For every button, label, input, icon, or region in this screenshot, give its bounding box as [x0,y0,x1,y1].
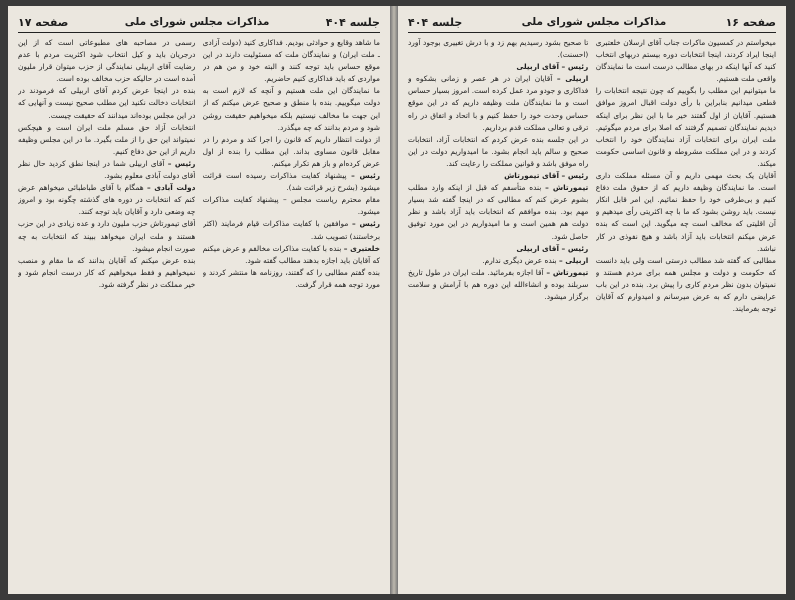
paragraph [596,37,776,85]
paragraph-text: میخواستم در کمسیون ماکرات جناب آقای ارسلان خلعتبری اینجا ایراد کردند، اینجا انتخابات دوره بیستم دربهای انتخاب کنید که آنها اینکه در بهای مطالب درست است ما نمایندگان واقعی ملت هستیم. [595,38,776,84]
speaker-paragraph [408,182,588,242]
paragraph [203,37,380,85]
paragraph-text: ما نمایندگان این ملت هستیم و آنچه که لازم است به دولت میگوییم. بنده با منطق و صحیح عرض میکنم که از این جهت ما مخالف نیستیم بلکه میخواهیم حقیقت روشن شود و مردم بدانند که چه میگذرد. [202,86,380,132]
page-header [18,12,380,33]
speaker-paragraph [203,218,380,242]
speaker-name: رئیس – آقای تیمورتاش [504,171,589,181]
paragraph-text: بنده عرض میکنم که آقایان بدانند که ما مقام و منصب نمیخواهیم و فقط میخواهیم که کار درست انجام شود و خیر مملکت در نظر گرفته شود. [18,255,196,289]
page-header [408,12,776,33]
paragraph [596,85,776,170]
journal-title: مذاکرات مجلس شورای ملی [124,16,270,28]
paragraph-text: بنده متأسفم که قبل از اینکه وارد مطلب بشوم عرض کنم که مطالبی که در اینجا گفته شد بسیار مهم بود. بنده موافقم که انتخابات باید آزاد باشد و نظر دولت هم همین است و ما امیدواریم در این مورد توفیق حاصل شود. [408,183,589,241]
session-label: جلسه ۴۰۴ [325,15,380,29]
paragraph-text: آقای تیمورتاش حزب ملیون دارد و عده زیادی در این حزب هستند و ملت ایران میخواهد ببیند که انتخابات به چه صورت انجام میشود. [18,219,196,253]
speaker-paragraph [203,170,380,194]
paragraph [18,37,195,85]
speaker-paragraph [408,73,588,133]
speaker-name: رئیس – آقای اربیلی [516,62,589,72]
paragraph [408,134,588,170]
paragraph [203,267,380,291]
paragraph-text: مقام محترم ریاست مجلس – پیشنهاد کفایت مذاکرات میشود. [202,195,380,217]
speaker-paragraph [408,267,588,303]
paragraph-text: بنده عرض دیگری ندارم. [482,255,557,265]
paragraph-text: رسمی در مصاحبه های مطبوعاتی است که از این درجریان باید و کیل انتخاب شود اکثریت مردم با عدم رضایت آقای اربیلی نمایندگی از حزب میتوان قرار ملیون آمده است در حالیکه حزب مخالف بوده است. [18,38,196,84]
speaker-name: دولت آبادی – [146,183,196,193]
paragraph-text: از دولت انتظار داریم که قانون را اجرا کند و مردم را در مقابل قانون مساوی بداند. این مطلب را بنده از اول عرض کرده‌ام و باز هم تکرار میکنم. [202,134,380,168]
paragraph [596,170,776,255]
paragraph [18,218,195,254]
right-page [398,6,786,594]
paragraph [596,255,776,315]
paragraph-text: انتخابات آزاد حق مسلم ملت ایران است و هیچکس نمیتواند این حق را از ملت بگیرد. ما در این مجلس وظیفه داریم از این حق دفاع کنیم. [18,122,196,156]
paragraph-text: پیشنهاد کفایت مذاکرات رسیده است قرائت میشود (بشرح زیر قرائت شد). [202,171,380,193]
speaker-paragraph [408,255,588,267]
paragraph-text: آقایان ایران در هر عصر و زمانی بشکوه و فداکاری و جودو مرد عمل کرده است. امروز بسیار حساس است و ما نمایندگان ملت وظیفه داریم که در این موقع حساس وحدت خود را حفظ کنیم و با اتحاد و اتفاق در راه ترقی و تعالی مملکت قدم برداریم. [408,74,589,132]
page-number: صفحه ۱۷ [18,15,69,29]
paragraph-text: موافقین با کفایت مذاکرات قیام فرمایند (اکثر برخاستند) تصویب شد. [202,219,380,241]
paragraph [18,85,195,121]
paragraph-text: ما شاهد وقایع و حوادثی بودیم. فداکاری کنید (دولت آزادی ـ ملت ایران) و نمایندگان ملت که مسئولیت دارند در این موقع حساس باید توجه کنند و البته خود و من هم در مواردی که باید فداکاری کنیم حاضریم. [202,38,380,84]
speaker-name: رئیس – [351,171,380,181]
paragraph-text: بنده گفتم مطالبی را که گفتند، روزنامه ها منتشر کردند و مورد توجه همه قرار گرفت. [202,267,380,289]
paragraph [203,194,380,218]
paragraph [18,122,195,158]
speaker-name: رئیس – [351,219,380,229]
speaker-name: خلعتبری – [343,243,380,253]
speaker-paragraph [408,170,588,182]
speaker-paragraph [18,182,195,218]
text-column [203,37,380,585]
speaker-name: رئیس – آقای اربیلی [516,243,589,253]
speaker-paragraph [408,61,588,73]
paragraph-text: آقای اربیلی شما در اینجا نطق کردید حال نظر آقای دولت آبادی معلوم بشود. [18,158,196,181]
speaker-paragraph [408,243,588,255]
speaker-name: رئیس – [167,158,196,168]
left-page [8,6,390,594]
paragraph-text: ما میتوانیم این مطلب را بگوییم که چون نتیجه انتخابات را قطعی میدانیم بنابراین با رأی دولت اقبال امروز موافق هستیم. آقایان از اول گفتند خیر ما با این نظر برای اینکه دیدیم نمایندگان تصمیم گرفتند که اصلا برای مردم میگوئیم. ملت ایران برای انتخابات آزاد نمایندگان خود را انتخاب کردند و در این مملکت مشروطه و قانون اساسی حکومت میکند. [595,86,776,168]
text-column [596,37,776,585]
text-column [18,37,195,585]
paragraph-text: مطالبی که گفته شد مطالب درستی است ولی باید دانست که حکومت و دولت و مجلس همه برای مردم هستند و نمیتوان بدون نظر مردم کاری را پیش برد. بنده در این باب عرایضی دارم که به عرض میرسانم و امیدوارم که آقایان توجه بفرمایند. [595,255,776,314]
book-gutter [390,6,398,594]
text-column [408,37,588,585]
speaker-paragraph [203,243,380,267]
paragraph-text: در این جلسه بنده عرض کردم که انتخابات آزاد، انتخابات صحیح و سالم باید انجام بشود. ما امیدواریم دولت در این راه موفق باشد و قوانین مملکت را رعایت کند. [408,134,589,168]
page-number: صفحه ۱۶ [725,15,776,29]
paragraph-text: آقایان یک بحث مهمی داریم و آن مسئله مملکت داری است. ما نمایندگان وظیفه داریم که از حقوق ملت دفاع کنیم و بی‌طرفی خود را حفظ نمائیم. این امر قابل انکار نیست. باید روشن بشود که ما با چه اکثریتی رأی میدهیم و آن اقلیتی که مخالف است چه میگوید. این است که بنده عرض میکنم انتخابات باید آزاد باشد و هیچ نفوذی در کار نباشد. [595,171,776,253]
paragraph-text: بنده با کفایت مذاکرات مخالفم و عرض میکنم که آقایان باید اجازه بدهند مطالب گفته شود. [202,243,380,265]
journal-title: مذاکرات مجلس شورای ملی [521,16,667,28]
speaker-name: تیمورتاش – [546,267,589,277]
paragraph-text: همگام با آقای طباطبائی میخواهم عرض کنم که انتخابات در دوره های گذشته چگونه بود و امروز چه وضعی دارد و آقایان باید توجه کنند. [18,183,196,217]
paragraph [18,255,195,291]
paragraph [408,37,588,61]
paragraph [203,85,380,133]
speaker-name: اربیلی – [556,74,589,84]
paragraph-text: آقا اجازه بفرمائید. ملت ایران در طول تاریخ سربلند بوده و انشاءالله این دوره هم با آرامش و سلامت برگزار میشود. [408,267,589,301]
speaker-name: تیمورتاش – [545,183,589,193]
paragraph-text: تا صحیح بشود رسیدیم بهم زد و با درش تغییری بوجود آورد (احسنت). [408,38,589,60]
session-label: جلسه ۴۰۴ [408,15,463,29]
speaker-paragraph [18,158,195,182]
speaker-name: اربیلی – [558,255,589,265]
paragraph-text: بنده در اینجا عرض کردم آقای اربیلی که فرمودند در انتخابات دخالت نکنید این مطلب صحیح نیست و آنهایی که در این مجلس بوده‌اند میدانند که حقیقت چیست. [18,86,196,120]
paragraph [203,134,380,170]
